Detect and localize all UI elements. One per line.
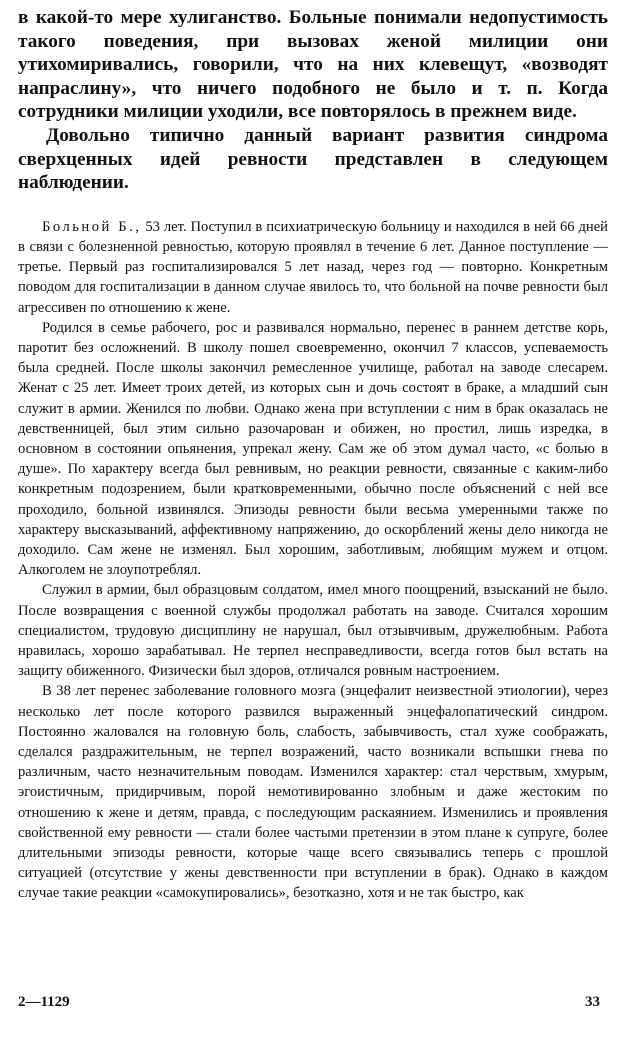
case-paragraph-1-text: 53 лет. Поступил в психиатрическую больницу и находился в ней 66 дней в связи с болезненной ревностью, которую проявлял в течение 6 лет. Данное поступление — третье. Первый раз госпитализировался 5 лет назад, через год — повторно. Конкретным поводом для госпитализации в данном случае явилось то, что больной на почве ревности был агрессивен по отношению к жене. — [18, 218, 608, 316]
page-body — [18, 6, 608, 904]
case-paragraph-4: В 38 лет перенес заболевание головного мозга (энцефалит неизвестной этиологии), через несколько лет после которого развился выраженный энцефалопатический синдром. Постоянно жаловался на головную боль, слабость, забывчивость, стал хуже соображать, сделался раздражительным, не терпел возражений, часто возникали вспышки гнева по различным, часто незначительным поводам. Изменился характер: стал черствым, хмурым, эгоистичным, придирчивым, порой немотивированно злобным и даже жестоким по отношению к жене и детям, правда, с последующим раскаянием. Изменились и проявления свойственной ему ревности — стали более частыми претензии в этом плане к супруге, более длительными эпизоды ревности, которые чаще всего связывались теперь с прошлой ситуацией (отсутствие у жены девственности при вступлении в брак). Однако в каждом случае такие реакции «самокупировались», безотказно, хотя и не так быстро, как — [18, 683, 608, 902]
intro-section — [18, 6, 608, 195]
patient-label: Больной Б., — [42, 218, 142, 235]
intro-paragraph-1: в какой-то мере хулиганство. Больные понимали недопустимость такого поведения, при вызовах женой милиции они утихомиривались, говорили, что на них клевещут, «возводят напраслину», что ничего подобного не было и т. п. Когда сотрудники милиции уходили, все повторялось в прежнем виде. — [18, 7, 608, 123]
page-footer — [18, 994, 600, 1011]
intro-paragraph-2: Довольно типично данный вариант развития синдрома сверхценных идей ревности представлен в следующем наблюдении. — [18, 124, 608, 194]
case-paragraph-3: Служил в армии, был образцовым солдатом, имел много поощрений, взысканий не было. После возвращения с военной службы продолжал работать на заводе. Считался хорошим специалистом, трудовую дисциплину не нарушал, был отзывчивым, дружелюбным. Работа нравилась, хорошо зарабатывал. Не терпел несправедливости, всегда готов был встать на защиту обиженного. Физически был здоров, отличался ровным настроением. — [18, 582, 608, 680]
case-paragraph-1 — [18, 217, 608, 318]
case-paragraph-2: Родился в семье рабочего, рос и развивался нормально, перенес в раннем детстве корь, паротит без осложнений. В школу пошел своевременно, окончил 7 классов, успеваемость была средней. После школы закончил ремесленное училище, работал на заводе слесарем. Женат с 25 лет. Имеет троих детей, из которых сын и дочь состоят в браке, а младший сын служит в армии. Женился по любви. Однако жена при вступлении с ним в брак оказалась не девственницей, был этим сильно разочарован и обижен, но простил, лишь изредка, в основном в состоянии опьянения, упрекал жену. Сам же об этом думал часто, «с болью в душе». По характеру всегда был ревнивым, но реакции ревности, связанные с каким-либо конкретным подозрением, были кратковременными, обычно после объяснений с ней все проходило, больной извинялся. Эпизоды ревности были весьма умеренными также по характеру высказываний, аффективному напряжению, до оскорблений жены дело никогда не доходило. Сам жене не изменял. Был хорошим, заботливым, любящим мужем и отцом. Алкоголем не злоупотреблял. — [18, 319, 608, 579]
printer-signature: 2—1129 — [18, 994, 70, 1010]
case-section — [18, 217, 608, 904]
page-number: 33 — [585, 994, 600, 1010]
